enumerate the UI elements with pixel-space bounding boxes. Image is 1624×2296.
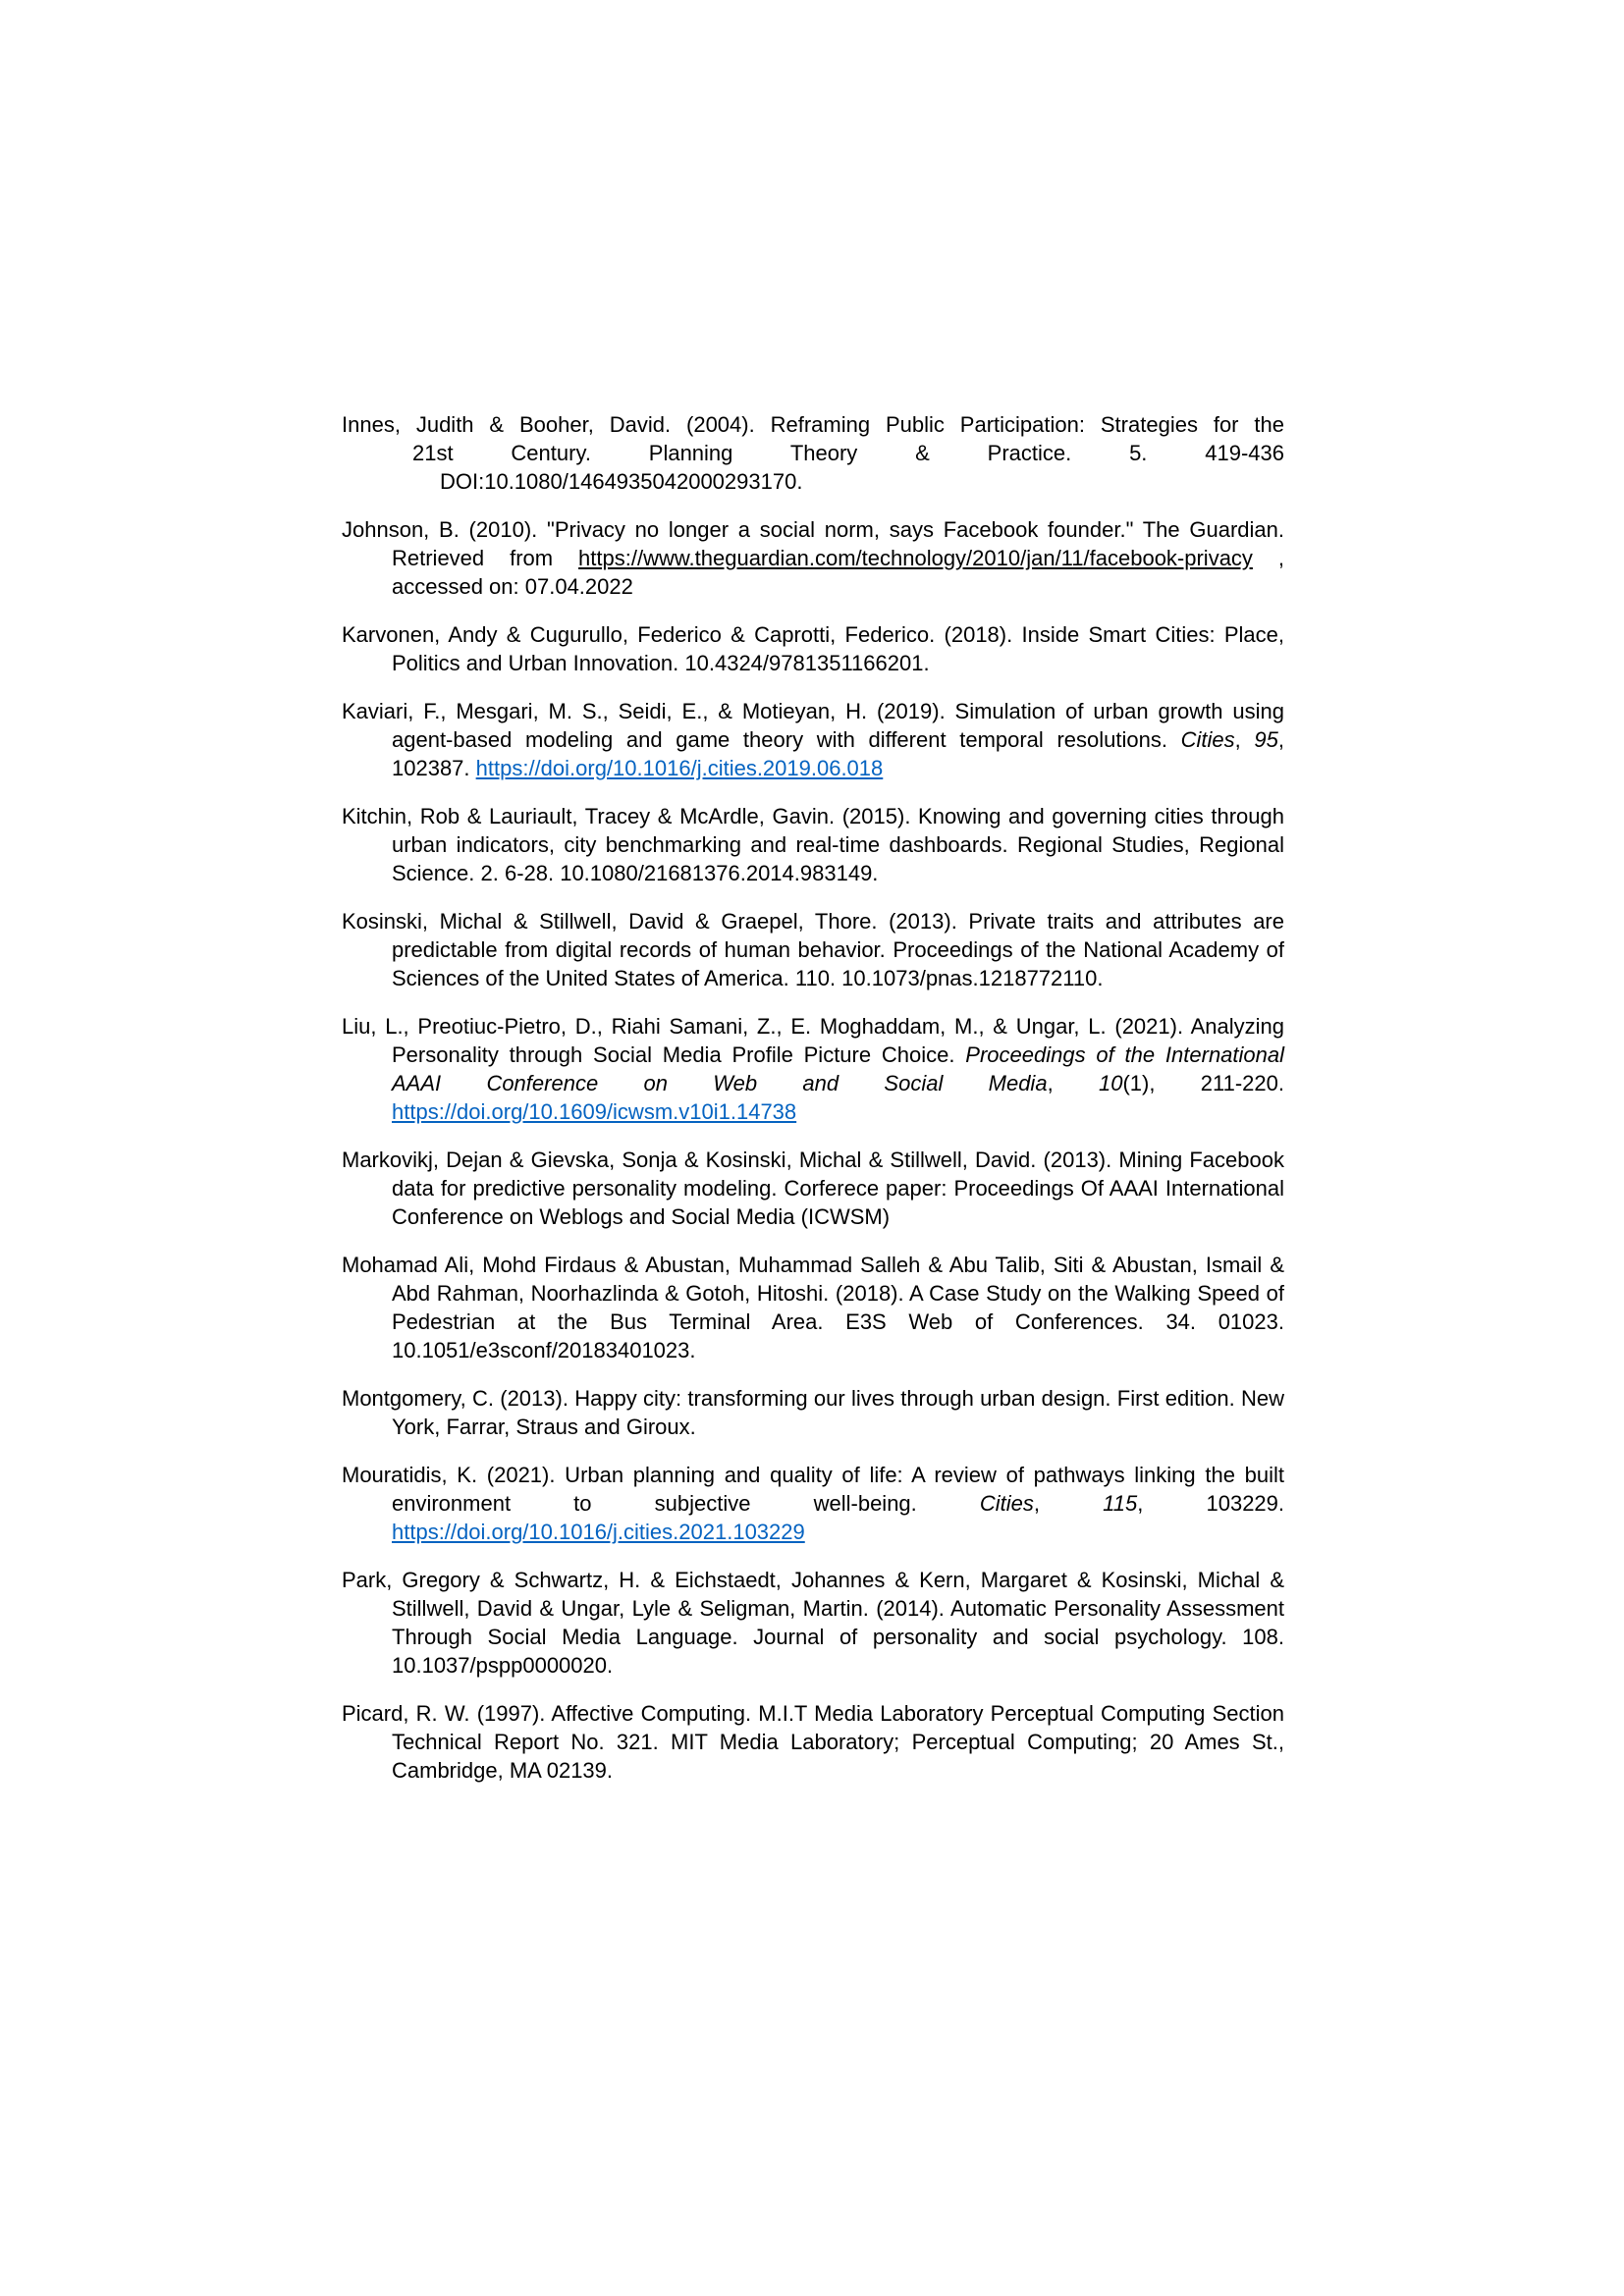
reference-mouratidis-pages: , 103229. [1137, 1491, 1285, 1516]
reference-liu [342, 1012, 1284, 1126]
reference-johnson-accessed: , accessed on: 07.04.2022 [392, 546, 1284, 599]
separator: , [1234, 727, 1255, 752]
reference-mohamad-ali: Mohamad Ali, Mohd Firdaus & Abustan, Muhammad Salleh & Abu Talib, Siti & Abustan, Ismail & Abd Rahman, Noorhazlinda & Gotoh, Hitoshi. (2018). A Case Study on the Walking Speed of Pedestrian at the Bus Terminal Area. E3S Web of Conferences. 34. 01023. 10.1051/e3sconf/20183401023. [342, 1253, 1284, 1362]
reference-kosinski: Kosinski, Michal & Stillwell, David & Graepel, Thore. (2013). Private traits and attributes are predictable from digital records of human behavior. Proceedings of the National Academy of Sciences of the United States of America. 110. 10.1073/pnas.1218772110. [342, 909, 1284, 990]
reference-mouratidis-text: Mouratidis, K. (2021). Urban planning and quality of life: A review of pathways linking the built environment to subjective well-being. [342, 1463, 1284, 1516]
reference-mouratidis-journal: Cities [979, 1491, 1034, 1516]
reference-johnson-text: Johnson, B. (2010). "Privacy no longer a social norm, says Facebook founder." The Guardian. Retrieved from [342, 517, 1284, 570]
reference-kaviari-text: Kaviari, F., Mesgari, M. S., Seidi, E., & Motieyan, H. (2019). Simulation of urban growth using agent-based modeling and game theory with different temporal resolutions. [342, 699, 1284, 752]
reference-liu-volume: 10 [1098, 1071, 1123, 1095]
reference-innes-line1: Innes, Judith & Booher, David. (2004). Reframing Public Participation: Strategies for the [342, 412, 1284, 437]
reference-karvonen: Karvonen, Andy & Cugurullo, Federico & Caprotti, Federico. (2018). Inside Smart Cities: Place, Politics and Urban Innovation. 10.4324/9781351166201. [342, 622, 1284, 675]
reference-kaviari [342, 697, 1284, 782]
reference-list [342, 410, 1284, 1804]
reference-liu-journal: Proceedings of the International AAAI Conference on Web and Social Media [392, 1042, 1285, 1095]
reference-innes-doi: DOI:10.1080/1464935042000293170. [440, 469, 803, 494]
reference-johnson-link[interactable]: https://www.theguardian.com/technology/2010/jan/11/facebook-privacy [578, 546, 1253, 570]
separator: , [1033, 1491, 1104, 1516]
reference-kaviari-doi-link[interactable]: https://doi.org/10.1016/j.cities.2019.06.018 [475, 756, 884, 780]
reference-mouratidis [342, 1461, 1284, 1546]
reference-markovikj: Markovikj, Dejan & Gievska, Sonja & Kosinski, Michal & Stillwell, David. (2013). Mining Facebook data for predictive personality modeling. Corferece paper: Proceedings Of AAAI International Conference on Weblogs and Social Media (ICWSM) [342, 1148, 1284, 1229]
reference-kitchin: Kitchin, Rob & Lauriault, Tracey & McArdle, Gavin. (2015). Knowing and governing cities through urban indicators, city benchmarking and real-time dashboards. Regional Studies, Regional Science. 2. 6-28. 10.1080/21681376.2014.983149. [342, 804, 1284, 885]
reference-liu-pages: (1), 211-220. [1122, 1071, 1284, 1095]
reference-montgomery: Montgomery, C. (2013). Happy city: transforming our lives through urban design. First edition. New York, Farrar, Straus and Giroux. [342, 1386, 1284, 1439]
reference-liu-doi-link[interactable]: https://doi.org/10.1609/icwsm.v10i1.14738 [392, 1099, 797, 1124]
separator: , [1047, 1071, 1099, 1095]
reference-picard: Picard, R. W. (1997). Affective Computing. M.I.T Media Laboratory Perceptual Computing Section Technical Report No. 321. MIT Media Laboratory; Perceptual Computing; 20 Ames St., Cambridge, MA 02139. [342, 1701, 1284, 1783]
reference-kaviari-journal: Cities [1180, 727, 1235, 752]
reference-innes [342, 410, 1284, 496]
reference-park: Park, Gregory & Schwartz, H. & Eichstaedt, Johannes & Kern, Margaret & Kosinski, Michal & Stillwell, David & Ungar, Lyle & Seligman, Martin. (2014). Automatic Personality Assessment Through Social Media Language. Journal of personality and social psychology. 108. 10.1037/pspp0000020. [342, 1568, 1284, 1678]
reference-mouratidis-doi-link[interactable]: https://doi.org/10.1016/j.cities.2021.103229 [392, 1520, 805, 1544]
reference-liu-text: Liu, L., Preotiuc-Pietro, D., Riahi Samani, Z., E. Moghaddam, M., & Ungar, L. (2021). Analyzing Personality through Social Media Profile Picture Choice. [342, 1014, 1284, 1067]
reference-kaviari-pages: , 102387. [392, 727, 1284, 780]
reference-mouratidis-volume: 115 [1103, 1491, 1138, 1516]
reference-johnson [342, 515, 1284, 601]
reference-innes-line2: 21st Century. Planning Theory & Practice. 5. 419-436 [412, 441, 1284, 465]
reference-kaviari-volume: 95 [1254, 727, 1278, 752]
